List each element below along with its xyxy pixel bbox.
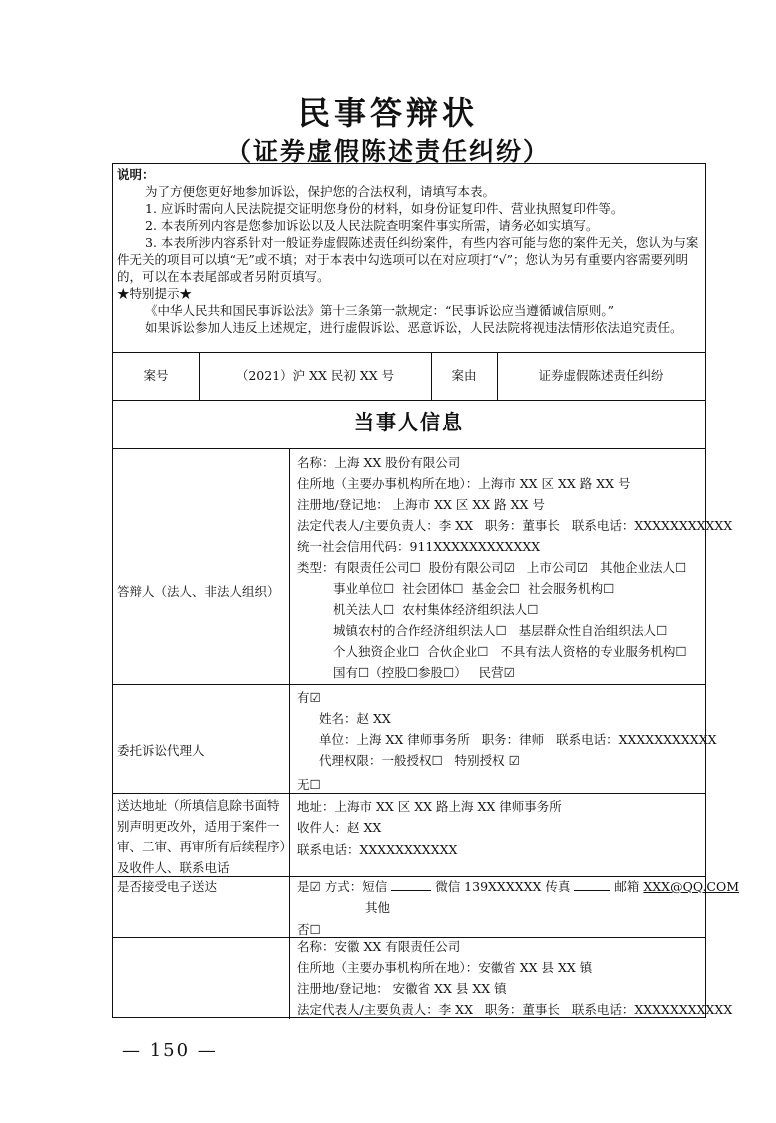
document-subtitle: （证券虚假陈述责任纠纷） [225, 137, 550, 166]
type-foundation: 基金会 [471, 581, 509, 596]
divider [113, 400, 705, 401]
authority-general: 一般授权 [381, 753, 432, 768]
type-social-service: 社会服务机构 [528, 581, 604, 596]
service-recipient: 收件人：赵 XX [297, 820, 382, 835]
method-email-label: 邮箱 [614, 879, 640, 894]
electronic-other: 其他 [365, 900, 391, 915]
electronic-service-label: 是否接受电子送达 [117, 879, 218, 894]
checkbox-unchecked-icon[interactable]: ☐ [452, 581, 464, 596]
notes-item-1: 1. 应诉时需向人民法院提交证明您身份的材料，如身份证复印件、营业执照复印件等。 [145, 201, 624, 216]
notes-item-3: 3. 本表所涉内容系针对一般证券虚假陈述责任纠纷案件，有些内容可能与您的案件无关，您认为与案件无关的项目可以填“无”或不填；对于本表中勾选项可以在对应项打“√”；您认为另有重要内容需要列明的，可以在本表尾部或者另附页填写。 [117, 235, 699, 284]
agent-yes-row [297, 689, 321, 707]
type-share: 参股 [417, 665, 443, 680]
checkbox-unchecked-icon[interactable]: ☐ [495, 623, 507, 638]
type-llc: 有限责任公司 [334, 560, 410, 575]
respondent2-representative [297, 1001, 732, 1019]
checkbox-checked-icon[interactable]: ☑ [309, 879, 321, 894]
divider [113, 352, 705, 353]
respondent-address: 住所地（主要办事机构所在地）：上海市 XX 区 XX 路 XX 号 [297, 476, 631, 491]
checkbox-unchecked-icon[interactable]: ☐ [527, 602, 539, 617]
rep2-phone: 联系电话：XXXXXXXXXXX [571, 1002, 733, 1017]
party-info-heading: 当事人信息 [354, 410, 464, 434]
type-grassroots: 基层群众性自治组织法人 [518, 623, 657, 638]
type-partnership: 合伙企业 [427, 644, 478, 659]
sms-blank[interactable] [391, 890, 431, 891]
notes-intro: 为了方便您更好地参加诉讼，保护您的合法权利，请填写本表。 [145, 184, 496, 199]
agent-unit: 单位：上海 XX 律师事务所 [319, 732, 470, 747]
case-cause-label: 案由 [451, 368, 477, 383]
type-professional-service: 不具有法人资格的专业服务机构 [500, 644, 676, 659]
respondent2-name: 名称：安徽 XX 有限责任公司 [297, 939, 461, 954]
checkbox-unchecked-icon[interactable]: ☐ [603, 581, 615, 596]
checkbox-checked-icon[interactable]: ☑ [503, 560, 515, 575]
agent-phone: 联系电话：XXXXXXXXXXX [556, 732, 717, 747]
respondent-label: 答辩人（法人、非法人组织） [117, 584, 280, 599]
electronic-yes: 是 [297, 879, 310, 894]
respondent-type-row-5 [333, 643, 687, 661]
service-phone: 联系电话：XXXXXXXXXXX [297, 842, 458, 857]
checkbox-unchecked-icon[interactable]: ☐ [358, 665, 370, 680]
agent-unit-row [319, 731, 717, 749]
checkbox-checked-icon[interactable]: ☑ [503, 665, 515, 680]
type-close-paren: ） [454, 665, 467, 680]
notes-heading: 说明： [117, 167, 155, 182]
type-social-group: 社会团体 [402, 581, 453, 596]
type-holding: （控股 [369, 665, 407, 680]
service-address: 地址：上海市 XX 区 XX 路上海 XX 律师事务所 [297, 799, 562, 814]
agent-no: 无 [297, 777, 310, 792]
respondent-type-row-1 [297, 559, 686, 577]
type-sole-proprietorship: 个人独资企业 [333, 644, 409, 659]
type-state-owned: 国有 [333, 665, 359, 680]
email-value: XXX@QQ.COM [643, 879, 740, 894]
respondent-type-row-6 [333, 664, 515, 682]
respondent2-registration: 注册地/登记地： 安徽省 XX 县 XX 镇 [297, 981, 507, 996]
case-number-value: （2021）沪 XX 民初 XX 号 [235, 368, 395, 383]
type-organ: 机关法人 [333, 602, 384, 617]
checkbox-checked-icon[interactable]: ☑ [508, 753, 520, 768]
electronic-no: 否 [297, 922, 310, 937]
type-listed: 上市公司 [526, 560, 577, 575]
type-rural-collective: 农村集体经济组织法人 [402, 602, 528, 617]
respondent-credit-code: 统一社会信用代码：911XXXXXXXXXXXX [297, 539, 541, 554]
divider [113, 448, 705, 449]
checkbox-checked-icon[interactable]: ☑ [576, 560, 589, 575]
type-prefix: 类型： [297, 560, 335, 575]
service-address-label: 送达地址（所填信息除书面特别声明更改外，适用于案件一审、二审、再审所有后续程序）及收件人、联系电话 [117, 798, 286, 875]
type-private: 民营 [478, 665, 504, 680]
checkbox-unchecked-icon[interactable]: ☐ [431, 753, 443, 768]
respondent-representative [297, 517, 732, 535]
respondent2-address: 住所地（主要办事机构所在地）：安徽省 XX 县 XX 镇 [297, 960, 593, 975]
case-cause-value: 证券虚假陈述责任纠纷 [538, 368, 664, 383]
divider [113, 684, 705, 685]
agent-no-row [297, 776, 321, 794]
agent-authority-row [319, 752, 520, 770]
checkbox-unchecked-icon[interactable]: ☐ [383, 602, 395, 617]
checkbox-unchecked-icon[interactable]: ☐ [309, 922, 321, 937]
respondent-type-row-2 [333, 580, 614, 598]
checkbox-unchecked-icon[interactable]: ☐ [442, 665, 455, 680]
agent-name: 姓名：赵 XX [319, 711, 391, 726]
warning-text: 如果诉讼参加人违反上述规定，进行虚假诉讼、恶意诉讼，人民法院将视违法情形依法追究责任。 [145, 320, 683, 335]
type-other-enterprise: 其他企业法人 [600, 560, 676, 575]
checkbox-unchecked-icon[interactable]: ☐ [508, 581, 521, 596]
rep-phone: 联系电话：XXXXXXXXXXX [571, 518, 733, 533]
respondent-type-row-4 [333, 622, 667, 640]
checkbox-unchecked-icon[interactable]: ☐ [406, 665, 418, 680]
law-quote: 《中华人民共和国民事诉讼法》第十三条第一款规定：“民事诉讼应当遵循诚信原则。” [145, 303, 615, 318]
method-sms: 方式：短信 [324, 879, 388, 894]
method-wechat-fax: 微信 139XXXXXX 传真 [435, 879, 571, 894]
authority-prefix: 代理权限： [319, 753, 382, 768]
checkbox-unchecked-icon[interactable]: ☐ [383, 581, 395, 596]
document-title: 民事答辩状 [297, 94, 478, 132]
checkbox-unchecked-icon[interactable]: ☐ [408, 644, 420, 659]
rep2-duty: 职务：董事长 [484, 1002, 560, 1017]
divider [289, 448, 290, 1019]
agent-yes: 有 [297, 690, 310, 705]
electronic-yes-row [297, 878, 739, 896]
type-jsc: 股份有限公司 [428, 560, 504, 575]
type-institution: 事业单位 [333, 581, 384, 596]
fax-blank[interactable] [574, 890, 610, 891]
checkbox-unchecked-icon[interactable]: ☐ [309, 777, 321, 792]
notes-item-2: 2. 本表所列内容是您参加诉讼以及人民法院查明案件事实所需，请务必如实填写。 [145, 218, 599, 233]
checkbox-unchecked-icon[interactable]: ☐ [675, 560, 687, 575]
rep2-name: 法定代表人/主要负责人：李 XX [297, 1002, 473, 1017]
form-table [112, 163, 740, 1018]
respondent-type-row-3 [333, 601, 538, 619]
divider [113, 793, 705, 794]
case-number-label: 案号 [143, 368, 169, 383]
type-cooperative: 城镇农村的合作经济组织法人 [333, 623, 496, 638]
page-number: — 150 — [122, 1040, 218, 1061]
checkbox-unchecked-icon[interactable]: ☐ [409, 560, 421, 575]
special-notice-heading: ★特别提示★ [117, 286, 193, 301]
rep-duty: 职务：董事长 [484, 518, 560, 533]
checkbox-unchecked-icon[interactable]: ☐ [656, 623, 668, 638]
rep-name: 法定代表人/主要负责人：李 XX [297, 518, 473, 533]
authority-special: 特别授权 [454, 753, 505, 768]
checkbox-checked-icon[interactable]: ☑ [309, 690, 321, 705]
checkbox-unchecked-icon[interactable]: ☐ [675, 644, 687, 659]
respondent-name: 名称：上海 XX 股份有限公司 [297, 455, 461, 470]
agent-label: 委托诉讼代理人 [117, 743, 205, 758]
divider [113, 876, 705, 877]
respondent-registration: 注册地/登记地： 上海市 XX 区 XX 路 XX 号 [297, 497, 545, 512]
checkbox-unchecked-icon[interactable]: ☐ [477, 644, 489, 659]
agent-duty: 职务：律师 [481, 732, 545, 747]
